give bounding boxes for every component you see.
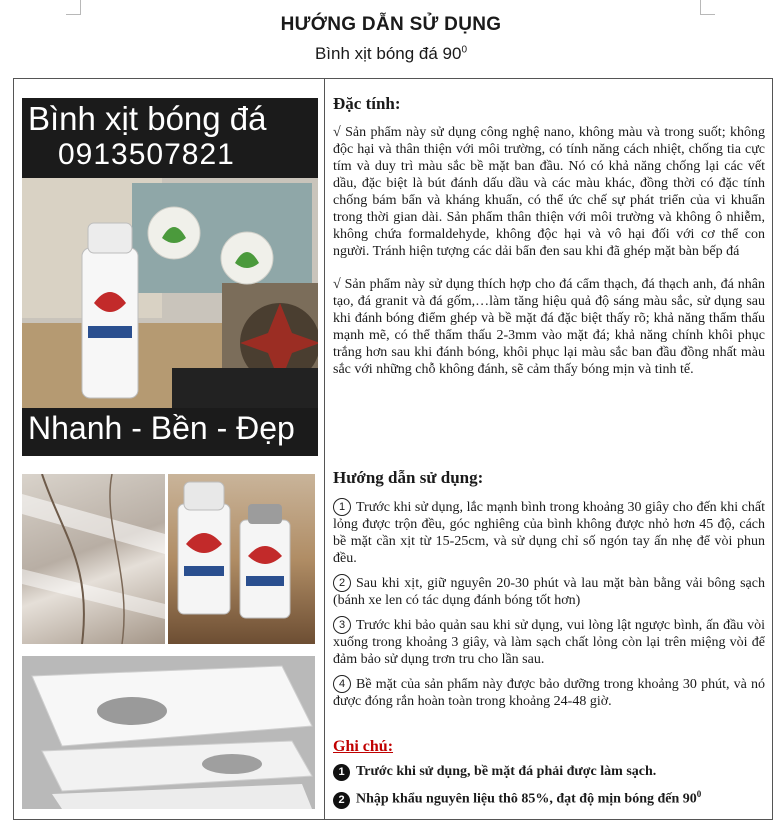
usage-step-text: Bề mặt của sản phẩm này được bảo dưỡng trong khoảng 30 phút, và nó được đóng rắn hoàn toàn trong khoảng 24-48 giờ.	[333, 677, 765, 709]
subtitle-degree: 0	[461, 44, 468, 56]
features-paragraph-1: √ Sản phẩm này sử dụng công nghệ nano, không màu và trong suốt; không độc hại và thân thiện với môi trường, có tính năng cách nhiệt, chống tia cực tím và duy trì màu sắc bề mặt ban đầu. Nó có khả năng chống lại các vết dầu, đặc biệt là bút đánh dấu dầu và các màu khác, đồng thời có đặc tính chống bám bẩn và kháng khuẩn, có thể ức chế sự phát triển của vi khuẩn trong thời gian dài. Sản phẩm thân thiện với môi trường và không ô nhiễm, không chứa formaldehyde, không độc hại và vô hại đối với cơ thể con người. Tránh hiện tượng các dải bẩn đen sau khi đã ghép mặt bàn bếp đá	[333, 125, 765, 259]
features-section	[333, 94, 765, 378]
notes-heading: Ghi chú:	[333, 738, 394, 755]
banner-phone-number: 0913507821	[58, 138, 235, 171]
banner-slogan: Nhanh - Bền - Đẹp	[28, 410, 295, 446]
step-number-badge: 2	[333, 574, 351, 592]
page-corner-mark-right	[700, 0, 715, 15]
usage-step-text: Trước khi sử dụng, lắc mạnh bình trong khoảng 30 giây cho đến khi chất lỏng được trộn đều, góc nghiêng của bình không được nhỏ hơn 45 độ, cách bề mặt cần xịt từ 15-25cm, và sử dụng chỉ số ngón tay ấn nhẹ để vòi phun đều.	[333, 500, 765, 566]
note-item	[333, 789, 765, 809]
usage-step	[333, 498, 765, 567]
banner-product-name: Bình xịt bóng đá	[28, 100, 267, 137]
note-item	[333, 764, 765, 781]
countertop-illustration	[22, 656, 315, 809]
note-text: Trước khi sử dụng, bề mặt đá phải được làm sạch.	[356, 764, 657, 779]
usage-step-text: Trước khi bảo quản sau khi sử dụng, vui lòng lật ngược bình, ấn đầu vòi xuống trong khoảng 3 giây, và làm sạch chất lỏng còn lại trên miệng vòi để đảm bảo sử dụng trơn tru cho lần sau.	[333, 618, 765, 667]
features-heading: Đặc tính:	[333, 94, 401, 113]
features-paragraph-2: √ Sản phẩm này sử dụng thích hợp cho đá cẩm thạch, đá thạch anh, đá nhân tạo, đá granit và đá gốm,…làm tăng hiệu quả độ sáng màu sắc, sử dụng sau khi đánh bóng điểm ghép và bề mặt đá đặc biệt thấy rõ; khả năng thẩm thấu mạnh mẽ, có thể thẩm thấu 2-3mm vào mặt đá; khả năng chính khôi phục trắng hơn sau khi đánh bóng, khôi phục lại màu sắc ban đầu đồng nhất màu sắc với những chỗ không đánh, sẽ cảm thấy bóng mịn và tinh tế.	[333, 277, 765, 377]
stone-slab-illustration	[22, 474, 165, 644]
subtitle-text: Bình xịt bóng đá 90	[314, 44, 462, 63]
page-corner-mark-left	[66, 0, 81, 15]
note-number-badge: 2	[333, 792, 350, 809]
usage-heading: Hướng dẫn sử dụng:	[333, 468, 484, 487]
step-number-badge: 4	[333, 675, 351, 693]
step-number-badge: 3	[333, 616, 351, 634]
notes-section	[333, 738, 765, 809]
usage-step	[333, 616, 765, 668]
note-degree: 0	[696, 789, 702, 799]
usage-step-text: Sau khi xịt, giữ nguyên 20-30 phút và lau mặt bàn bằng vải bông sạch (bánh xe len có tác dụng đánh bóng tốt hơn)	[333, 576, 765, 608]
usage-step	[333, 675, 765, 710]
product-banner-photo	[22, 98, 318, 456]
polished-stone-photo	[22, 474, 165, 644]
usage-section	[333, 468, 765, 710]
spray-cans-illustration	[168, 474, 315, 644]
countertop-photo	[22, 656, 315, 809]
document-title: HƯỚNG DẪN SỬ DỤNG	[280, 14, 502, 35]
step-number-badge: 1	[333, 498, 351, 516]
note-number-badge: 1	[333, 764, 350, 781]
note-text: Nhập khẩu nguyên liệu thô 85%, đạt độ mịn bóng đến 90	[356, 791, 697, 807]
column-divider	[324, 78, 325, 820]
spray-cans-photo	[168, 474, 315, 644]
document-subtitle	[0, 44, 782, 64]
usage-step	[333, 574, 765, 609]
